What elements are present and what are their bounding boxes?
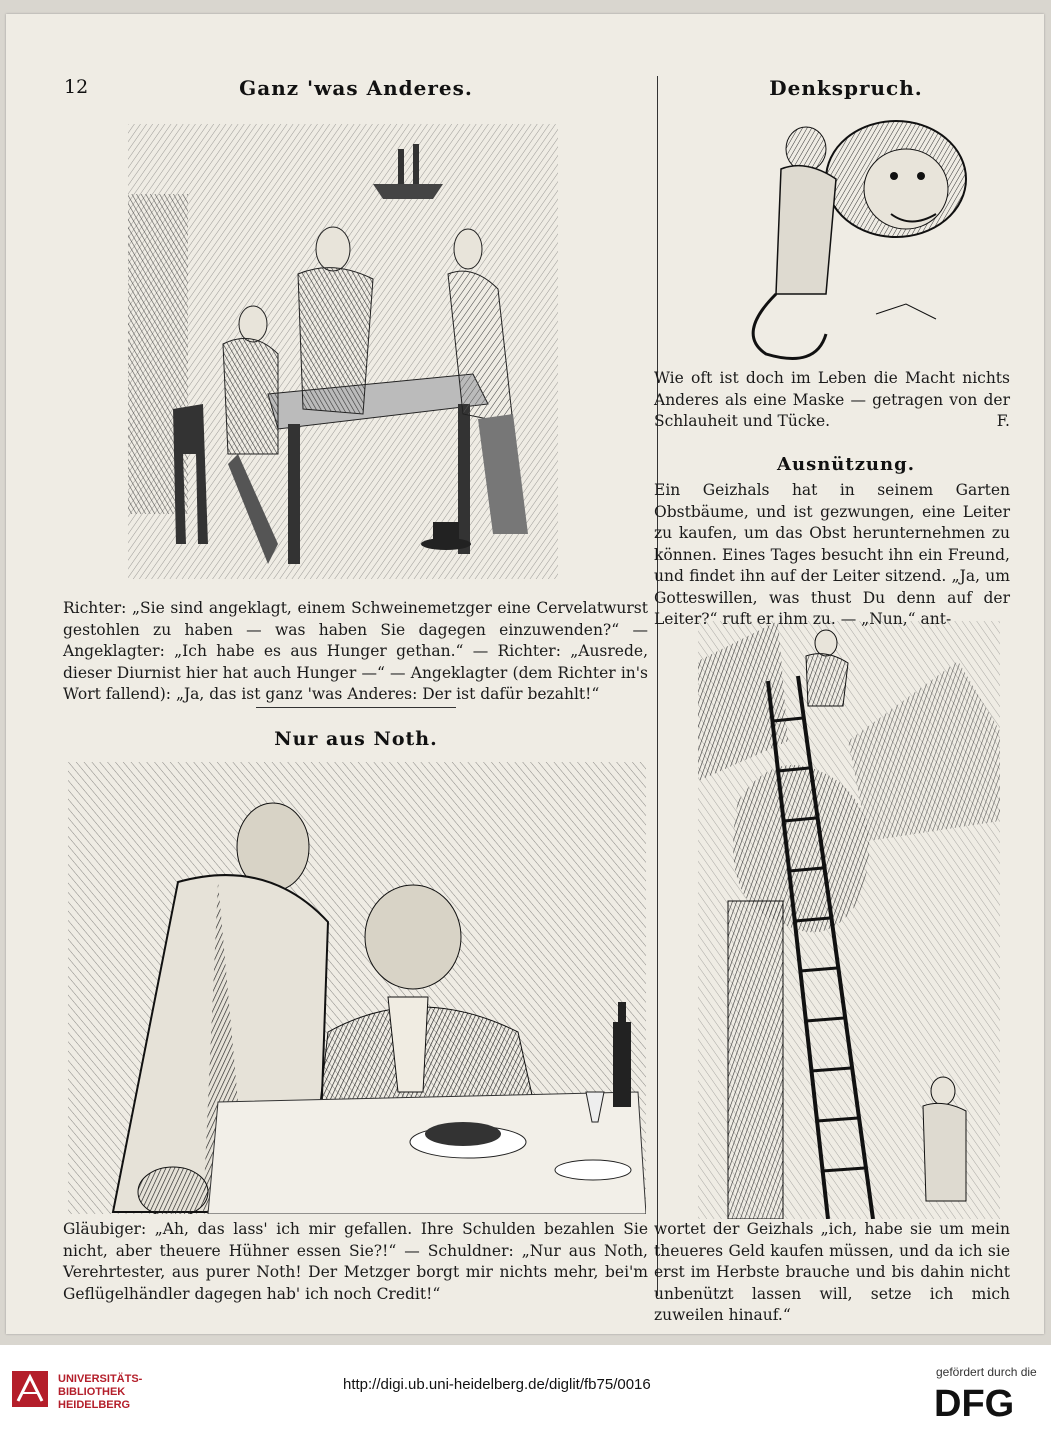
caption-court-scene: Richter: „Sie sind angeklagt, einem Schweinemetzger eine Cervelatwurst gestohlen zu haben — was haben Sie dagegen einzuwenden?“ — Angeklagter: „Ich habe es aus Hunger gethan.“ — Richter: „Ausrede, dieser Diurnist hier hat auch Hunger —“ — Angeklagter (dem Richter in's Wort fallend): „Ja, das ist ganz 'was Anderes: Der ist dafür bezahlt!“ [63,599,648,703]
separator-left [256,707,456,708]
footer-bar [0,1345,1051,1430]
title-ausnuetzung: Ausnützung. [777,454,915,475]
verse-denkspruch [654,368,1010,433]
title-denkspruch: Denkspruch. [769,76,923,100]
verse-text: Wie oft ist doch im Leben die Macht nichts Anderes als eine Maske — getragen von der Schlauheit und Tücke. [654,369,1010,430]
title-nur-aus-noth: Nur aus Noth. [274,728,438,750]
story-text-top: Ein Geizhals hat in seinem Garten Obstbäume, und ist gezwungen, eine Leiter zu kaufen, um das Obst herunternehmen zu können. Eines Tages besucht ihn ein Freund, und findet ihn auf der Leiter sitzend. „Ja, um Gotteswillen, was thust Du denn auf der Leiter?“ ruft er ihm zu. — „Nun,“ ant- [654,481,1010,628]
library-name-line1: UNIVERSITÄTS- [58,1373,143,1385]
newspaper-page [6,14,1044,1334]
library-name-line3: HEIDELBERG [58,1399,131,1411]
title-ganz-was-anderes: Ganz 'was Anderes. [239,76,473,100]
illustration-dinner-scene [68,762,646,1214]
library-name-line2: BIBLIOTHEK [58,1386,126,1398]
library-name [58,1373,142,1412]
page-number: 12 [64,76,89,98]
illustration-court-scene [128,124,558,579]
caption-dinner-scene: Gläubiger: „Ah, das lass' ich mir gefallen. Ihre Schulden bezahlen Sie nicht, aber theuere Hühner essen Sie?!“ — Schuldner: „Nur aus Noth, Verehrtester, aus purer Noth! Der Metzger borgt mir nichts mehr, bei'm Geflügelhändler dagegen hab' ich noch Credit!“ [63,1220,648,1303]
dfg-logo-text: DFG [934,1383,1015,1421]
permalink-url[interactable]: http://digi.ub.uni-heidelberg.de/diglit/fb75/0016 [343,1376,651,1393]
illustration-monkey-lion-mask [696,104,996,369]
university-seal-icon [10,1369,50,1409]
story-text-bottom: wortet der Geizhals „ich, habe sie um mein theueres Geld kaufen müssen, und da ich sie erst im Herbste brauche und bis dahin nicht unbenützt lassen will, setze ich mich zuweilen hinauf.“ [654,1220,1010,1324]
dfg-logo-icon [934,1383,1038,1421]
column-rule [657,76,658,1296]
illustration-miser-on-ladder [698,621,1000,1219]
verse-signature: F. [996,412,1010,430]
funding-label: gefördert durch die [936,1365,1037,1379]
